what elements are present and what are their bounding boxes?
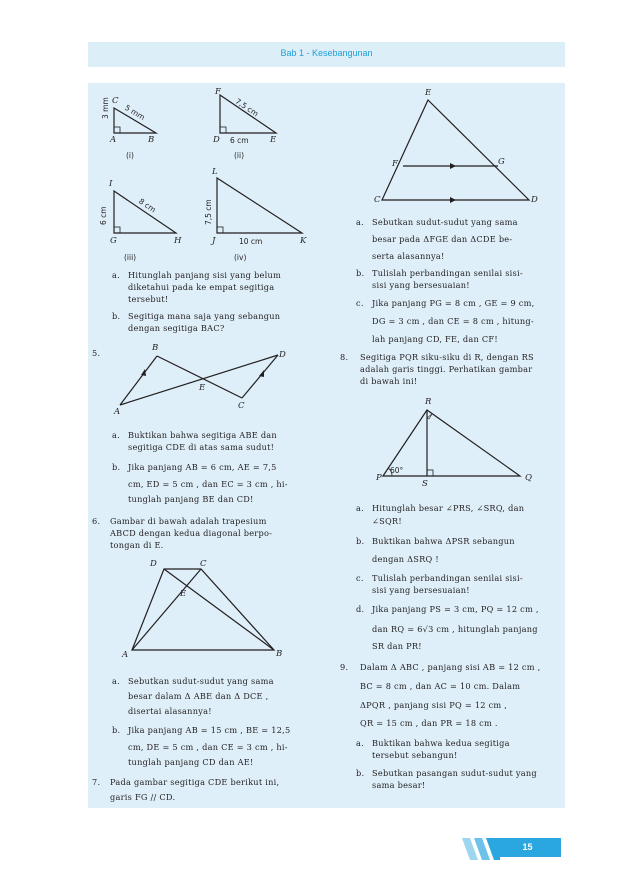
side-length-label: 7,5 cm [204, 199, 213, 225]
q8-text: adalah garis tinggi. Perhatikan gambar [360, 364, 533, 374]
vertex-label: G [498, 157, 505, 167]
q5-b-text: Jika panjang AB = 6 cm, AE = 7,5 [128, 462, 277, 472]
vertex-label: F [215, 87, 221, 97]
vertex-label: J [212, 236, 216, 246]
side-length-label: 10 cm [239, 237, 263, 246]
vertex-label: E [199, 383, 206, 393]
vertex-label: K [300, 236, 307, 246]
vertex-label: B [276, 649, 283, 659]
q4-a-text: Hitunglah panjang sisi yang belum [128, 270, 282, 280]
item-letter: b. [112, 462, 121, 472]
figure-caption: (iii) [124, 253, 137, 262]
item-letter: a. [112, 676, 120, 686]
decorative-stripes [452, 830, 500, 860]
item-letter: a. [356, 738, 364, 748]
q4-a-text: tersebut! [128, 294, 169, 304]
item-letter: b. [112, 725, 121, 735]
q7-c-text: DG = 3 cm , dan CE = 8 cm , hitung- [372, 316, 534, 326]
content-panel [88, 83, 565, 808]
question-number: 7. [92, 777, 101, 787]
angle-label: 60° [390, 466, 404, 475]
vertex-label: C [374, 195, 381, 205]
page-number: 15 [522, 842, 533, 852]
vertex-label: E [180, 589, 187, 599]
q7-a-text: Sebutkan sudut-sudut yang sama [372, 217, 518, 227]
q9-a-text: Buktikan bahwa kedua segitiga [372, 738, 510, 748]
item-letter: b. [356, 268, 365, 278]
figure-caption: (iv) [234, 253, 247, 262]
item-letter: a. [112, 270, 120, 280]
vertex-label: E [425, 88, 432, 98]
item-letter: a. [112, 430, 120, 440]
q9-b-text: sama besar! [372, 780, 426, 790]
q8-b-text: Buktikan bahwa ΔPSR sebangun [372, 536, 515, 546]
vertex-label: F [392, 159, 398, 169]
q5-b-text: tunglah panjang BE dan CD! [128, 494, 254, 504]
item-letter: c. [356, 298, 364, 308]
vertex-label: D [150, 559, 157, 569]
question-number: 5. [92, 348, 101, 358]
side-length-label: 8 cm [137, 196, 158, 215]
vertex-label: D [213, 135, 220, 145]
q6-b-text: Jika panjang AB = 15 cm , BE = 12,5 [128, 725, 291, 735]
vertex-label: C [112, 96, 119, 106]
vertex-label: G [110, 236, 117, 246]
page-number-tab [494, 838, 561, 857]
vertex-label: A [110, 135, 117, 145]
vertex-label: D [531, 195, 538, 205]
q6-b-text: tunglah panjang CD dan AE! [128, 757, 254, 767]
q6-text: tongan di E. [110, 540, 164, 550]
vertex-label: B [152, 343, 159, 353]
q8-c-text: Tulislah perbandingan senilai sisi- [372, 573, 523, 583]
q6-a-text: disertai alasannya! [128, 706, 212, 716]
item-letter: a. [356, 503, 364, 513]
side-length-label: 3 mm [101, 97, 110, 119]
q6-text: Gambar di bawah adalah trapesium [110, 516, 267, 526]
item-letter: d. [356, 604, 365, 614]
q8-a-text: ∠SQR! [372, 516, 402, 526]
item-letter: b. [356, 536, 365, 546]
q5-a-text: segitiga CDE di atas sama sudut! [128, 442, 275, 452]
q8-a-text: Hitunglah besar ∠PRS, ∠SRQ, dan [372, 503, 525, 513]
q8-b-text: dengan ΔSRQ ! [372, 554, 439, 564]
q9-text: ΔPQR , panjang sisi PQ = 12 cm , [360, 700, 508, 710]
q8-d-text: Jika panjang PS = 3 cm, PQ = 12 cm , [372, 604, 539, 614]
q7-text: garis FG // CD. [110, 792, 176, 802]
item-letter: b. [356, 768, 365, 778]
q9-a-text: tersebut sebangun! [372, 750, 458, 760]
q4-b-text: Segitiga mana saja yang sebangun [128, 311, 281, 321]
vertex-label: C [200, 559, 207, 569]
q8-text: Segitiga PQR siku-siku di R, dengan RS [360, 352, 534, 362]
item-letter: a. [356, 217, 364, 227]
q6-text: ABCD dengan kedua diagonal berpo- [110, 528, 273, 538]
side-length-label: 6 cm [99, 206, 108, 225]
chapter-header-bar [88, 42, 565, 67]
vertex-label: A [114, 407, 121, 417]
item-letter: c. [356, 573, 364, 583]
item-letter: b. [112, 311, 121, 321]
vertex-label: E [270, 135, 277, 145]
q8-d-text: dan RQ = 6√3 cm , hitunglah panjang [372, 624, 538, 634]
vertex-label: L [212, 167, 218, 177]
vertex-label: D [279, 350, 286, 360]
vertex-label: I [109, 179, 113, 189]
question-number: 9. [340, 662, 349, 672]
vertex-label: B [148, 135, 155, 145]
question-number: 8. [340, 352, 349, 362]
right-triangle-pqr-figure [88, 83, 565, 503]
figure-caption: (i) [126, 151, 134, 160]
q7-a-text: besar pada ΔFGE dan ΔCDE be- [372, 234, 513, 244]
vertex-label: R [425, 397, 432, 407]
q9-text: QR = 15 cm , dan PR = 18 cm . [360, 718, 498, 728]
q6-a-text: Sebutkan sudut-sudut yang sama [128, 676, 274, 686]
q8-text: di bawah ini! [360, 376, 418, 386]
q6-a-text: besar dalam Δ ABE dan Δ DCE , [128, 691, 269, 701]
figure-caption: (ii) [234, 151, 245, 160]
vertex-label: H [174, 236, 182, 246]
vertex-label: S [422, 479, 428, 489]
chapter-title: Bab 1 - Kesebangunan [280, 48, 373, 58]
q5-a-text: Buktikan bahwa segitiga ABE dan [128, 430, 277, 440]
q8-c-text: sisi yang bersesuaian! [372, 585, 470, 595]
vertex-label: C [238, 401, 245, 411]
side-length-label: 5 mm [123, 103, 147, 122]
q9-b-text: Sebutkan pasangan sudut-sudut yang [372, 768, 537, 778]
question-number: 6. [92, 516, 101, 526]
q7-c-text: lah panjang CD, FE, dan CF! [372, 334, 498, 344]
q6-b-text: cm, DE = 5 cm , dan CE = 3 cm , hi- [128, 742, 288, 752]
q8-d-text: SR dan PR! [372, 641, 422, 651]
q9-text: Dalam Δ ABC , panjang sisi AB = 12 cm , [360, 662, 541, 672]
vertex-label: A [122, 650, 129, 660]
q7-a-text: serta alasannya! [372, 251, 445, 261]
q7-c-text: Jika panjang PG = 8 cm , GE = 9 cm, [372, 298, 535, 308]
q4-a-text: diketahui pada ke empat segitiga [128, 282, 275, 292]
q5-b-text: cm, ED = 5 cm , dan EC = 3 cm , hi- [128, 479, 288, 489]
side-length-label: 6 cm [230, 136, 249, 145]
side-length-label: 7,5 cm [233, 96, 261, 119]
q4-b-text: dengan segitiga BAC? [128, 323, 225, 333]
q7-b-text: sisi yang bersesuaian! [372, 280, 470, 290]
vertex-label: Q [525, 473, 532, 483]
q9-text: BC = 8 cm , dan AC = 10 cm. Dalam [360, 681, 521, 691]
q7-b-text: Tulislah perbandingan senilai sisi- [372, 268, 523, 278]
q7-text: Pada gambar segitiga CDE berikut ini, [110, 777, 280, 787]
vertex-label: P [376, 473, 382, 483]
